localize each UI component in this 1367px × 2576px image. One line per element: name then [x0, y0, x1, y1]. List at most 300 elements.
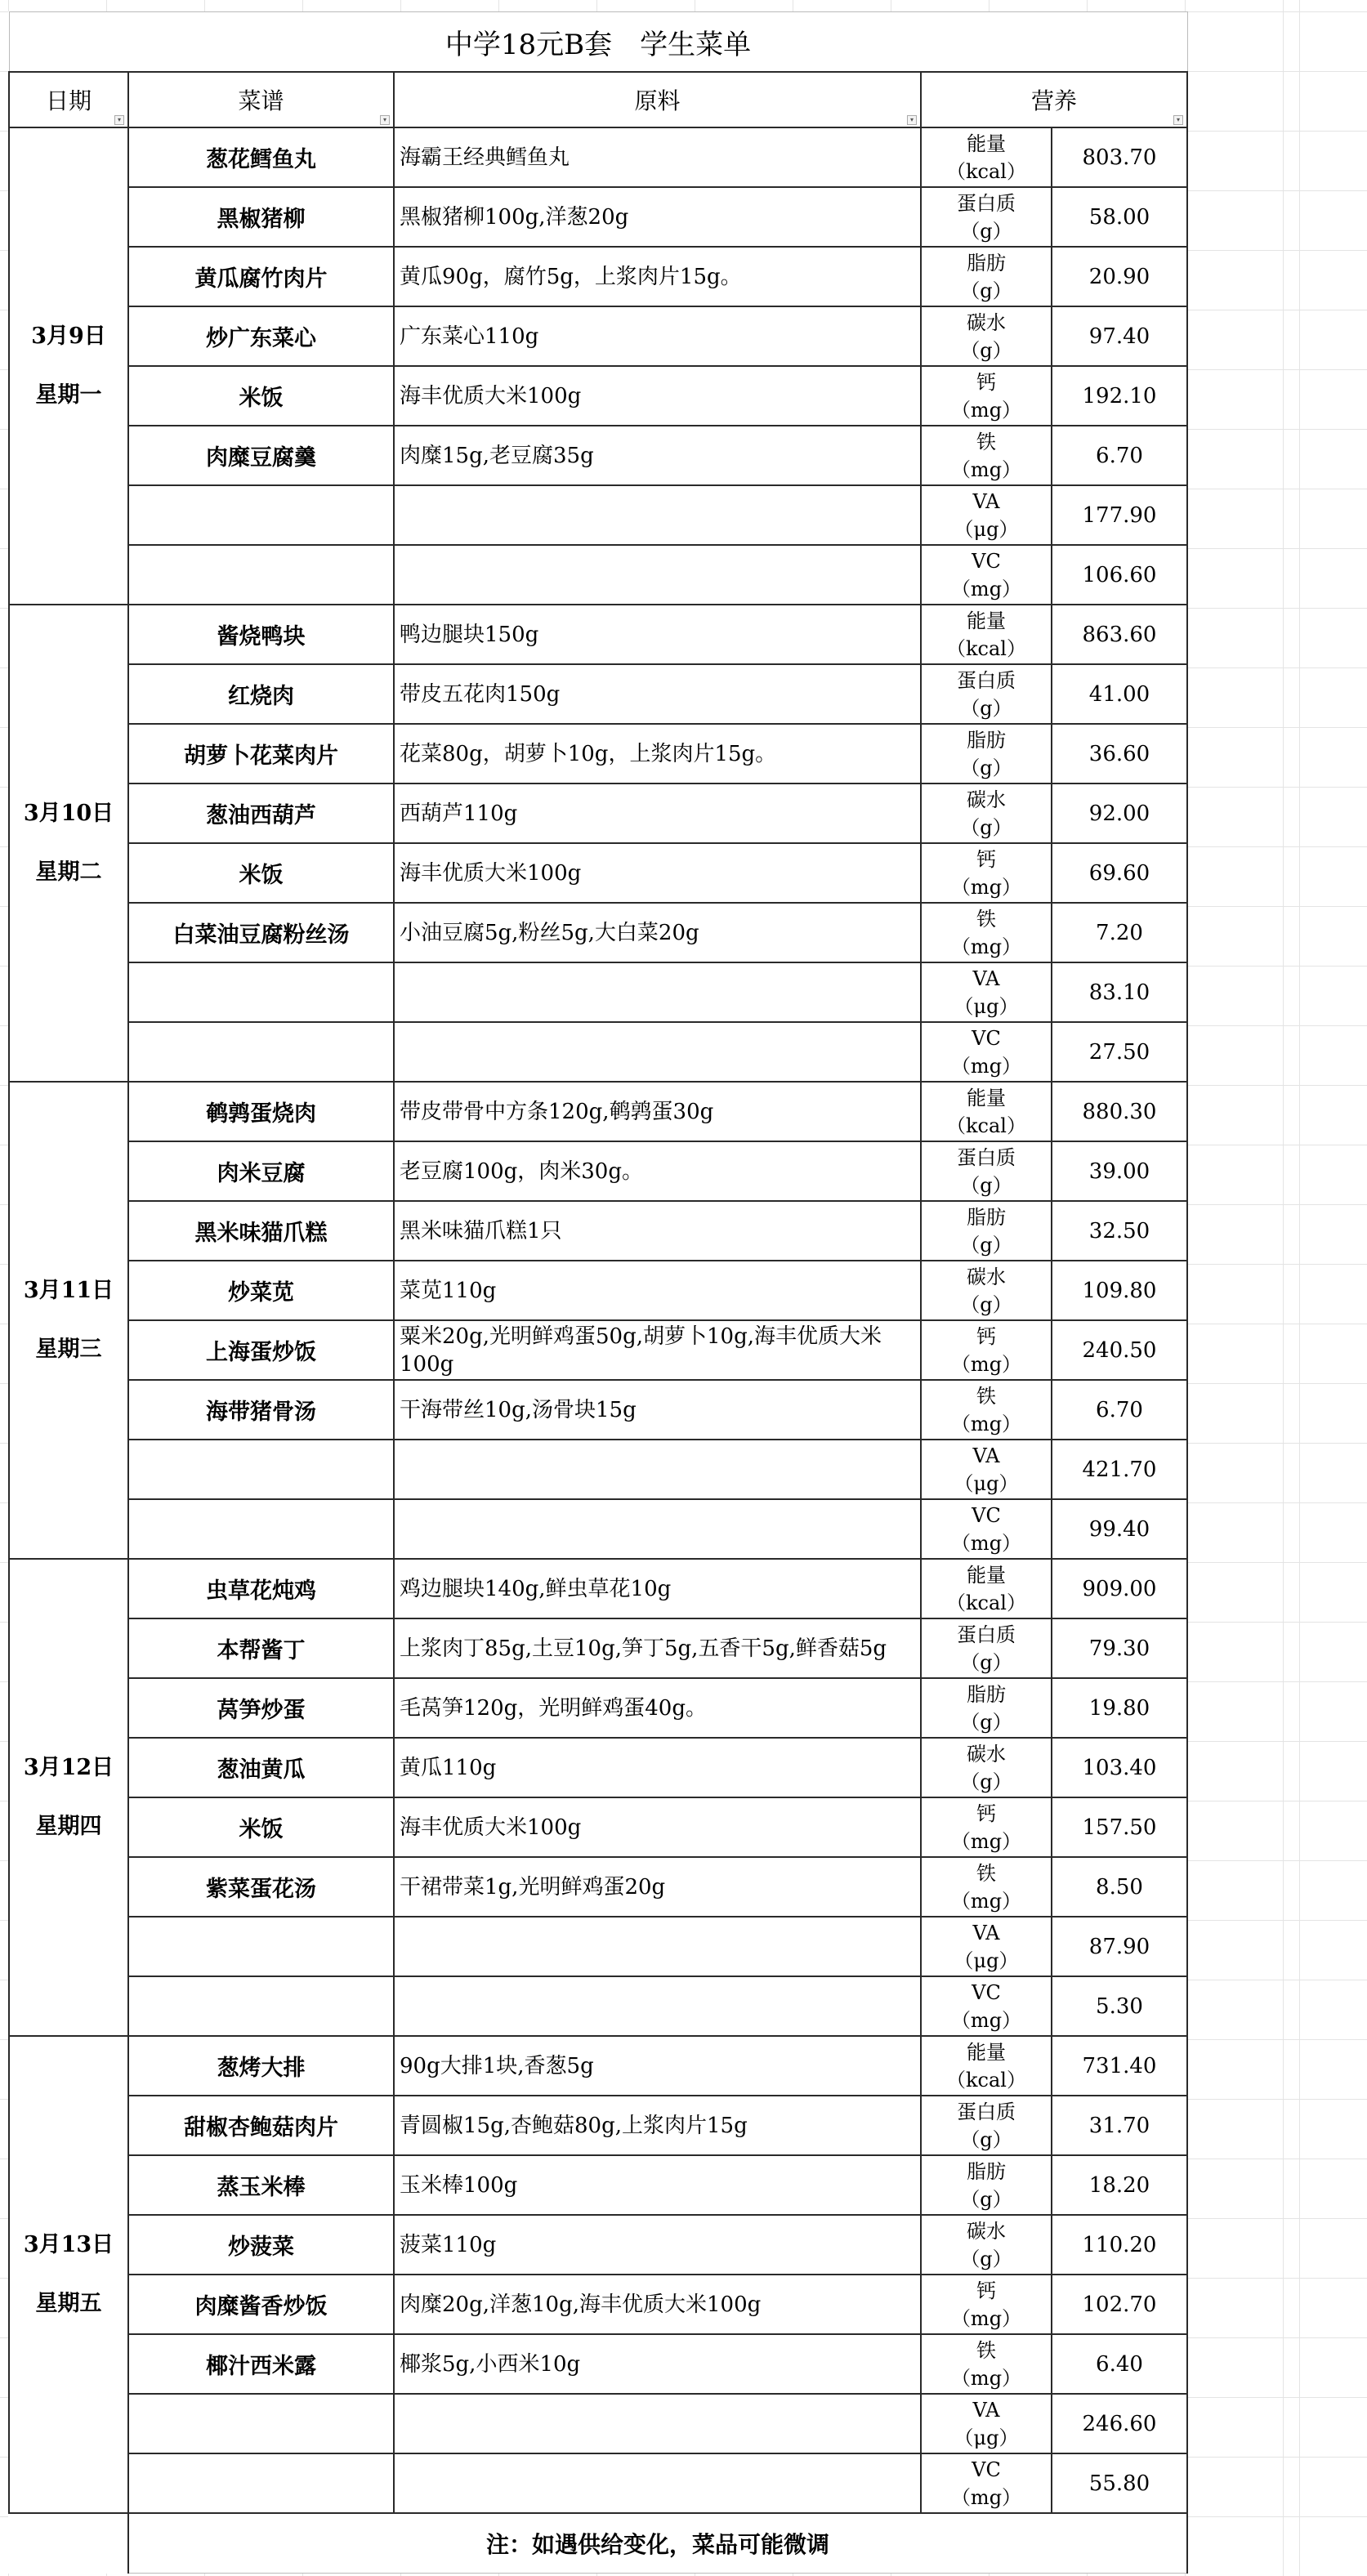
nutrient-name: VA	[972, 1921, 1000, 1944]
nutrient-name: 脂肪	[967, 1682, 1006, 1706]
dish-name-cell[interactable]	[128, 485, 394, 545]
nutrient-label-cell[interactable]	[921, 1320, 1052, 1380]
nutrient-label-cell[interactable]	[921, 2334, 1052, 2394]
dish-name-cell[interactable]: 米饭	[128, 1797, 394, 1857]
table-row	[9, 1559, 1187, 1618]
nutrient-unit: （g）	[960, 815, 1012, 839]
table-row	[9, 187, 1187, 247]
dish-name-cell[interactable]: 莴笋炒蛋	[128, 1678, 394, 1738]
dish-name-cell[interactable]: 酱烧鸭块	[128, 605, 394, 664]
nutrient-unit: （mg）	[950, 2366, 1022, 2390]
nutrient-unit: （g）	[960, 2127, 1012, 2151]
nutrient-label-cell[interactable]	[921, 784, 1052, 843]
nutrient-label-cell[interactable]	[921, 1082, 1052, 1141]
date-cell[interactable]	[9, 1559, 128, 2036]
ingredients-cell[interactable]: 干海带丝10g,汤骨块15g	[394, 1380, 921, 1440]
nutrient-value-cell[interactable]: 246.60	[1052, 2394, 1187, 2453]
ingredients-cell[interactable]: 西葫芦110g	[394, 784, 921, 843]
ingredients-cell[interactable]: 鸭边腿块150g	[394, 605, 921, 664]
nutrient-unit: （kcal）	[946, 2068, 1026, 2092]
table-row	[9, 306, 1187, 366]
nutrient-name: 钙	[976, 1324, 996, 1348]
nutrient-unit: （mg）	[950, 1829, 1022, 1853]
header-nutrition-label: 营养	[1030, 87, 1077, 114]
nutrient-label-cell[interactable]	[921, 1201, 1052, 1261]
nutrient-unit: （kcal）	[946, 1591, 1026, 1614]
ingredients-cell[interactable]	[394, 545, 921, 605]
ingredients-cell[interactable]	[394, 962, 921, 1022]
nutrient-value-cell[interactable]: 79.30	[1052, 1618, 1187, 1678]
nutrient-label-cell[interactable]	[921, 2036, 1052, 2096]
nutrient-name: 蛋白质	[957, 1623, 1016, 1646]
nutrient-name: 铁	[976, 907, 996, 931]
ingredients-cell[interactable]: 海霸王经典鳕鱼丸	[394, 127, 921, 187]
dish-name-cell[interactable]	[128, 1917, 394, 1976]
table-row	[9, 2334, 1187, 2394]
nutrient-value-cell[interactable]: 863.60	[1052, 605, 1187, 664]
nutrient-label-cell[interactable]	[921, 724, 1052, 784]
date-cell[interactable]	[9, 127, 128, 605]
ingredients-cell[interactable]	[394, 1440, 921, 1499]
nutrient-value-cell[interactable]: 36.60	[1052, 724, 1187, 784]
nutrient-label-cell[interactable]	[921, 2394, 1052, 2453]
nutrient-value-cell[interactable]: 41.00	[1052, 664, 1187, 724]
dish-name-cell[interactable]: 本帮酱丁	[128, 1618, 394, 1678]
nutrient-unit: （g）	[960, 2187, 1012, 2211]
nutrient-label-cell[interactable]	[921, 1022, 1052, 1082]
date-cell[interactable]	[9, 2036, 128, 2513]
note-row	[9, 2513, 1187, 2574]
filter-dropdown-icon[interactable]: ▾	[114, 115, 124, 125]
nutrient-name: 碳水	[967, 310, 1006, 334]
table-row	[9, 1261, 1187, 1320]
nutrient-value-cell[interactable]: 39.00	[1052, 1141, 1187, 1201]
nutrient-label-cell[interactable]	[921, 1738, 1052, 1797]
nutrient-value-cell[interactable]: 87.90	[1052, 1917, 1187, 1976]
nutrient-unit: （g）	[960, 1233, 1012, 1257]
nutrient-value-cell[interactable]: 18.20	[1052, 2155, 1187, 2215]
nutrient-label-cell[interactable]	[921, 187, 1052, 247]
date-label: 3月13日	[23, 2232, 114, 2257]
dish-name-cell[interactable]	[128, 1976, 394, 2036]
nutrient-label-cell[interactable]	[921, 1440, 1052, 1499]
date-label: 3月9日	[31, 324, 106, 349]
nutrient-value-cell[interactable]: 6.70	[1052, 1380, 1187, 1440]
nutrient-label-cell[interactable]	[921, 843, 1052, 903]
dish-name-cell[interactable]: 炒菠菜	[128, 2215, 394, 2275]
header-date[interactable]	[9, 72, 128, 127]
menu-table	[8, 11, 1188, 2574]
dish-name-cell[interactable]: 鹌鹑蛋烧肉	[128, 1082, 394, 1141]
nutrient-label-cell[interactable]	[921, 366, 1052, 426]
nutrient-label-cell[interactable]	[921, 545, 1052, 605]
nutrient-name: VA	[972, 967, 1000, 990]
nutrient-label-cell[interactable]	[921, 1917, 1052, 1976]
table-row	[9, 1440, 1187, 1499]
table-row	[9, 247, 1187, 306]
ingredients-cell[interactable]: 海丰优质大米100g	[394, 1797, 921, 1857]
table-row	[9, 2453, 1187, 2513]
note-spacer	[9, 2513, 128, 2574]
nutrient-value-cell[interactable]: 240.50	[1052, 1320, 1187, 1380]
menu-title: 中学18元B套 学生菜单	[9, 12, 1187, 73]
filter-dropdown-icon[interactable]: ▾	[907, 115, 917, 125]
ingredients-cell[interactable]	[394, 1022, 921, 1082]
nutrient-value-cell[interactable]: 19.80	[1052, 1678, 1187, 1738]
filter-dropdown-icon[interactable]: ▾	[1173, 115, 1183, 125]
nutrient-value-cell[interactable]: 92.00	[1052, 784, 1187, 843]
header-date-label: 日期	[45, 87, 92, 114]
dish-name-cell[interactable]: 米饭	[128, 366, 394, 426]
dish-name-cell[interactable]	[128, 1499, 394, 1559]
date-cell[interactable]	[9, 605, 128, 1082]
nutrient-value-cell[interactable]: 58.00	[1052, 187, 1187, 247]
nutrient-value-cell[interactable]: 803.70	[1052, 127, 1187, 187]
nutrient-value-cell[interactable]: 8.50	[1052, 1857, 1187, 1917]
nutrient-name: VC	[972, 1026, 1001, 1050]
ingredients-cell[interactable]: 带皮带骨中方条120g,鹌鹑蛋30g	[394, 1082, 921, 1141]
dish-name-cell[interactable]: 胡萝卜花菜肉片	[128, 724, 394, 784]
nutrient-name: 蛋白质	[957, 191, 1016, 215]
ingredients-cell[interactable]: 鸡边腿块140g,鲜虫草花10g	[394, 1559, 921, 1618]
dish-name-cell[interactable]: 肉糜酱香炒饭	[128, 2275, 394, 2334]
table-row	[9, 1320, 1187, 1380]
table-row	[9, 903, 1187, 962]
nutrient-value-cell[interactable]: 31.70	[1052, 2096, 1187, 2155]
table-row	[9, 784, 1187, 843]
nutrient-unit: （g）	[960, 756, 1012, 779]
ingredients-cell[interactable]	[394, 1917, 921, 1976]
nutrient-name: 能量	[967, 2040, 1006, 2064]
dish-name-cell[interactable]: 上海蛋炒饭	[128, 1320, 394, 1380]
nutrient-value-cell[interactable]: 731.40	[1052, 2036, 1187, 2096]
ingredients-cell[interactable]: 玉米棒100g	[394, 2155, 921, 2215]
nutrient-value-cell[interactable]: 421.70	[1052, 1440, 1187, 1499]
nutrient-value-cell[interactable]: 109.80	[1052, 1261, 1187, 1320]
nutrient-label-cell[interactable]	[921, 127, 1052, 187]
ingredients-cell[interactable]: 黄瓜90g，腐竹5g，上浆肉片15g。	[394, 247, 921, 306]
ingredients-cell[interactable]: 椰浆5g,小西米10g	[394, 2334, 921, 2394]
ingredients-cell[interactable]: 广东菜心110g	[394, 306, 921, 366]
nutrient-label-cell[interactable]	[921, 2453, 1052, 2513]
table-row	[9, 664, 1187, 724]
dish-name-cell[interactable]	[128, 545, 394, 605]
table-row	[9, 605, 1187, 664]
table-row	[9, 1618, 1187, 1678]
ingredients-cell[interactable]: 黑椒猪柳100g,洋葱20g	[394, 187, 921, 247]
nutrient-unit: （g）	[960, 1770, 1012, 1793]
nutrient-value-cell[interactable]: 177.90	[1052, 485, 1187, 545]
nutrient-unit: （mg）	[950, 398, 1022, 422]
nutrient-value-cell[interactable]: 55.80	[1052, 2453, 1187, 2513]
nutrient-label-cell[interactable]	[921, 247, 1052, 306]
nutrient-name: 脂肪	[967, 1205, 1006, 1229]
table-row	[9, 366, 1187, 426]
nutrient-unit: （mg）	[950, 577, 1022, 600]
nutrient-name: 蛋白质	[957, 2100, 1016, 2123]
nutrient-value-cell[interactable]: 6.70	[1052, 426, 1187, 485]
nutrient-name: 钙	[976, 1801, 996, 1825]
nutrient-value-cell[interactable]: 880.30	[1052, 1082, 1187, 1141]
nutrient-unit: （g）	[960, 279, 1012, 302]
nutrient-label-cell[interactable]	[921, 1559, 1052, 1618]
nutrient-name: VC	[972, 1980, 1001, 2004]
ingredients-cell[interactable]	[394, 1499, 921, 1559]
nutrient-value-cell[interactable]: 192.10	[1052, 366, 1187, 426]
nutrient-name: 脂肪	[967, 2159, 1006, 2183]
footer-note: 注：如遇供给变化，菜品可能微调	[128, 2513, 1187, 2574]
nutrient-unit: （g）	[960, 1710, 1012, 1734]
nutrient-value-cell[interactable]: 99.40	[1052, 1499, 1187, 1559]
dish-name-cell[interactable]: 葱油西葫芦	[128, 784, 394, 843]
weekday-label: 星期五	[35, 2291, 102, 2316]
ingredients-cell[interactable]: 带皮五花肉150g	[394, 664, 921, 724]
nutrient-name: 脂肪	[967, 728, 1006, 752]
table-row	[9, 1380, 1187, 1440]
nutrient-name: 蛋白质	[957, 668, 1016, 692]
weekday-label: 星期四	[35, 1814, 102, 1839]
nutrient-label-cell[interactable]	[921, 1499, 1052, 1559]
nutrient-name: 能量	[967, 1086, 1006, 1109]
dish-name-cell[interactable]: 黑椒猪柳	[128, 187, 394, 247]
nutrient-name: 碳水	[967, 1265, 1006, 1288]
table-row	[9, 2096, 1187, 2155]
ingredients-cell[interactable]	[394, 1976, 921, 2036]
table-row	[9, 1082, 1187, 1141]
nutrient-label-cell[interactable]	[921, 485, 1052, 545]
table-row	[9, 1022, 1187, 1082]
dish-name-cell[interactable]: 肉糜豆腐羹	[128, 426, 394, 485]
header-nutrition[interactable]	[921, 72, 1187, 127]
ingredients-cell[interactable]: 上浆肉丁85g,土豆10g,笋丁5g,五香干5g,鲜香菇5g	[394, 1618, 921, 1678]
nutrient-label-cell[interactable]	[921, 903, 1052, 962]
ingredients-cell[interactable]: 海丰优质大米100g	[394, 366, 921, 426]
ingredients-cell[interactable]: 青圆椒15g,杏鲍菇80g,上浆肉片15g	[394, 2096, 921, 2155]
filter-dropdown-icon[interactable]: ▾	[380, 115, 390, 125]
dish-name-cell[interactable]: 甜椒杏鲍菇肉片	[128, 2096, 394, 2155]
table-row	[9, 1499, 1187, 1559]
weekday-label: 星期二	[35, 859, 102, 885]
nutrient-value-cell[interactable]: 97.40	[1052, 306, 1187, 366]
table-row	[9, 724, 1187, 784]
table-row	[9, 843, 1187, 903]
ingredients-cell[interactable]: 黑米味猫爪糕1只	[394, 1201, 921, 1261]
ingredients-cell[interactable]	[394, 2394, 921, 2453]
nutrient-unit: （μg）	[954, 1471, 1019, 1495]
header-menu[interactable]	[128, 72, 394, 127]
nutrient-name: VC	[972, 1503, 1001, 1527]
ingredients-cell[interactable]: 小油豆腐5g,粉丝5g,大白菜20g	[394, 903, 921, 962]
dish-name-cell[interactable]: 炒广东菜心	[128, 306, 394, 366]
ingredients-cell[interactable]: 老豆腐100g，肉米30g。	[394, 1141, 921, 1201]
dish-name-cell[interactable]: 炒菜苋	[128, 1261, 394, 1320]
nutrient-value-cell[interactable]: 106.60	[1052, 545, 1187, 605]
nutrient-label-cell[interactable]	[921, 1678, 1052, 1738]
table-row	[9, 1917, 1187, 1976]
table-row	[9, 545, 1187, 605]
nutrient-unit: （mg）	[950, 1054, 1022, 1078]
nutrient-name: 钙	[976, 847, 996, 871]
nutrient-name: 铁	[976, 1861, 996, 1885]
nutrient-label-cell[interactable]	[921, 664, 1052, 724]
dish-name-cell[interactable]: 黑米味猫爪糕	[128, 1201, 394, 1261]
table-row	[9, 127, 1187, 187]
nutrient-label-cell[interactable]	[921, 2155, 1052, 2215]
ingredients-cell[interactable]: 肉糜15g,老豆腐35g	[394, 426, 921, 485]
nutrient-name: 铁	[976, 2338, 996, 2362]
nutrient-unit: （g）	[960, 696, 1012, 720]
nutrient-label-cell[interactable]	[921, 2215, 1052, 2275]
table-row	[9, 1797, 1187, 1857]
ingredients-cell[interactable]: 海丰优质大米100g	[394, 843, 921, 903]
nutrient-value-cell[interactable]: 69.60	[1052, 843, 1187, 903]
dish-name-cell[interactable]: 米饭	[128, 843, 394, 903]
dish-name-cell[interactable]	[128, 962, 394, 1022]
nutrient-unit: （kcal）	[946, 636, 1026, 660]
nutrient-unit: （mg）	[950, 2306, 1022, 2330]
ingredients-cell[interactable]: 干裙带菜1g,光明鲜鸡蛋20g	[394, 1857, 921, 1917]
table-row	[9, 962, 1187, 1022]
table-row	[9, 426, 1187, 485]
nutrient-label-cell[interactable]	[921, 605, 1052, 664]
nutrient-name: 蛋白质	[957, 1145, 1016, 1169]
nutrient-label-cell[interactable]	[921, 1976, 1052, 2036]
table-row	[9, 1976, 1187, 2036]
nutrient-name: VA	[972, 489, 1000, 513]
dish-name-cell[interactable]: 虫草花炖鸡	[128, 1559, 394, 1618]
nutrient-unit: （g）	[960, 219, 1012, 243]
dish-name-cell[interactable]: 黄瓜腐竹肉片	[128, 247, 394, 306]
dish-name-cell[interactable]	[128, 2394, 394, 2453]
date-label: 3月11日	[23, 1278, 114, 1303]
header-ingredients-label: 原料	[634, 87, 681, 114]
nutrient-value-cell[interactable]: 7.20	[1052, 903, 1187, 962]
nutrient-value-cell[interactable]: 27.50	[1052, 1022, 1187, 1082]
nutrient-name: 能量	[967, 1563, 1006, 1587]
nutrient-unit: （g）	[960, 2247, 1012, 2270]
dish-name-cell[interactable]: 葱烤大排	[128, 2036, 394, 2096]
nutrient-name: 碳水	[967, 1742, 1006, 1766]
nutrient-label-cell[interactable]	[921, 1380, 1052, 1440]
ingredients-cell[interactable]: 黄瓜110g	[394, 1738, 921, 1797]
nutrient-label-cell[interactable]	[921, 306, 1052, 366]
dish-name-cell[interactable]	[128, 1022, 394, 1082]
dish-name-cell[interactable]: 红烧肉	[128, 664, 394, 724]
nutrient-label-cell[interactable]	[921, 1141, 1052, 1201]
nutrient-value-cell[interactable]: 103.40	[1052, 1738, 1187, 1797]
nutrient-value-cell[interactable]: 6.40	[1052, 2334, 1187, 2394]
table-row	[9, 2155, 1187, 2215]
nutrient-name: 碳水	[967, 788, 1006, 811]
nutrient-unit: （μg）	[954, 517, 1019, 541]
nutrient-label-cell[interactable]	[921, 962, 1052, 1022]
header-ingredients[interactable]	[394, 72, 921, 127]
nutrient-value-cell[interactable]: 20.90	[1052, 247, 1187, 306]
nutrient-unit: （mg）	[950, 935, 1022, 958]
table-row	[9, 2215, 1187, 2275]
dish-name-cell[interactable]: 肉米豆腐	[128, 1141, 394, 1201]
nutrient-unit: （g）	[960, 1650, 1012, 1674]
nutrient-unit: （mg）	[950, 1352, 1022, 1376]
nutrient-label-cell[interactable]	[921, 1857, 1052, 1917]
nutrient-unit: （g）	[960, 338, 1012, 362]
nutrient-label-cell[interactable]	[921, 2275, 1052, 2334]
nutrient-unit: （kcal）	[946, 159, 1026, 183]
ingredients-cell[interactable]: 90g大排1块,香葱5g	[394, 2036, 921, 2096]
nutrient-label-cell[interactable]	[921, 1618, 1052, 1678]
table-row	[9, 1857, 1187, 1917]
nutrient-value-cell[interactable]: 157.50	[1052, 1797, 1187, 1857]
dish-name-cell[interactable]: 海带猪骨汤	[128, 1380, 394, 1440]
nutrient-unit: （g）	[960, 1292, 1012, 1316]
dish-name-cell[interactable]: 葱花鳕鱼丸	[128, 127, 394, 187]
dish-name-cell[interactable]: 椰汁西米露	[128, 2334, 394, 2394]
dish-name-cell[interactable]: 葱油黄瓜	[128, 1738, 394, 1797]
nutrient-name: VA	[972, 2398, 1000, 2422]
weekday-label: 星期三	[35, 1337, 102, 1362]
dish-name-cell[interactable]	[128, 1440, 394, 1499]
ingredients-cell[interactable]: 花菜80g，胡萝卜10g，上浆肉片15g。	[394, 724, 921, 784]
nutrient-unit: （mg）	[950, 1412, 1022, 1435]
dish-name-cell[interactable]: 蒸玉米棒	[128, 2155, 394, 2215]
nutrient-unit: （g）	[960, 1173, 1012, 1197]
nutrient-value-cell[interactable]: 5.30	[1052, 1976, 1187, 2036]
nutrient-name: 能量	[967, 132, 1006, 155]
dish-name-cell[interactable]: 紫菜蛋花汤	[128, 1857, 394, 1917]
header-menu-label: 菜谱	[238, 87, 284, 114]
table-row	[9, 1738, 1187, 1797]
nutrient-unit: （mg）	[950, 2485, 1022, 2509]
nutrient-unit: （μg）	[954, 1949, 1019, 1972]
nutrient-label-cell[interactable]	[921, 2096, 1052, 2155]
ingredients-cell[interactable]: 菠菜110g	[394, 2215, 921, 2275]
nutrient-unit: （μg）	[954, 994, 1019, 1018]
nutrient-value-cell[interactable]: 83.10	[1052, 962, 1187, 1022]
table-row	[9, 1678, 1187, 1738]
table-row	[9, 2394, 1187, 2453]
nutrient-value-cell[interactable]: 32.50	[1052, 1201, 1187, 1261]
nutrient-name: VC	[972, 549, 1001, 573]
date-cell[interactable]	[9, 1082, 128, 1559]
nutrient-name: 钙	[976, 2279, 996, 2302]
nutrient-value-cell[interactable]: 110.20	[1052, 2215, 1187, 2275]
nutrient-name: 碳水	[967, 2219, 1006, 2243]
ingredients-cell[interactable]	[394, 485, 921, 545]
nutrient-name: VC	[972, 2458, 1001, 2481]
table-row	[9, 1201, 1187, 1261]
nutrient-name: 钙	[976, 370, 996, 394]
nutrient-label-cell[interactable]	[921, 1797, 1052, 1857]
spreadsheet-empty-columns	[1185, 0, 1367, 2576]
table-row	[9, 2036, 1187, 2096]
nutrient-value-cell[interactable]: 909.00	[1052, 1559, 1187, 1618]
ingredients-cell[interactable]: 肉糜20g,洋葱10g,海丰优质大米100g	[394, 2275, 921, 2334]
nutrient-value-cell[interactable]: 102.70	[1052, 2275, 1187, 2334]
dish-name-cell[interactable]	[128, 2453, 394, 2513]
ingredients-cell[interactable]	[394, 2453, 921, 2513]
table-row	[9, 485, 1187, 545]
ingredients-cell[interactable]: 菜苋110g	[394, 1261, 921, 1320]
nutrient-label-cell[interactable]	[921, 426, 1052, 485]
nutrient-unit: （kcal）	[946, 1114, 1026, 1137]
nutrient-label-cell[interactable]	[921, 1261, 1052, 1320]
nutrient-unit: （mg）	[950, 458, 1022, 481]
ingredients-cell[interactable]: 粟米20g,光明鲜鸡蛋50g,胡萝卜10g,海丰优质大米100g	[394, 1320, 921, 1380]
dish-name-cell[interactable]: 白菜油豆腐粉丝汤	[128, 903, 394, 962]
table-row	[9, 1141, 1187, 1201]
ingredients-cell[interactable]: 毛莴笋120g，光明鲜鸡蛋40g。	[394, 1678, 921, 1738]
nutrient-name: 铁	[976, 430, 996, 453]
